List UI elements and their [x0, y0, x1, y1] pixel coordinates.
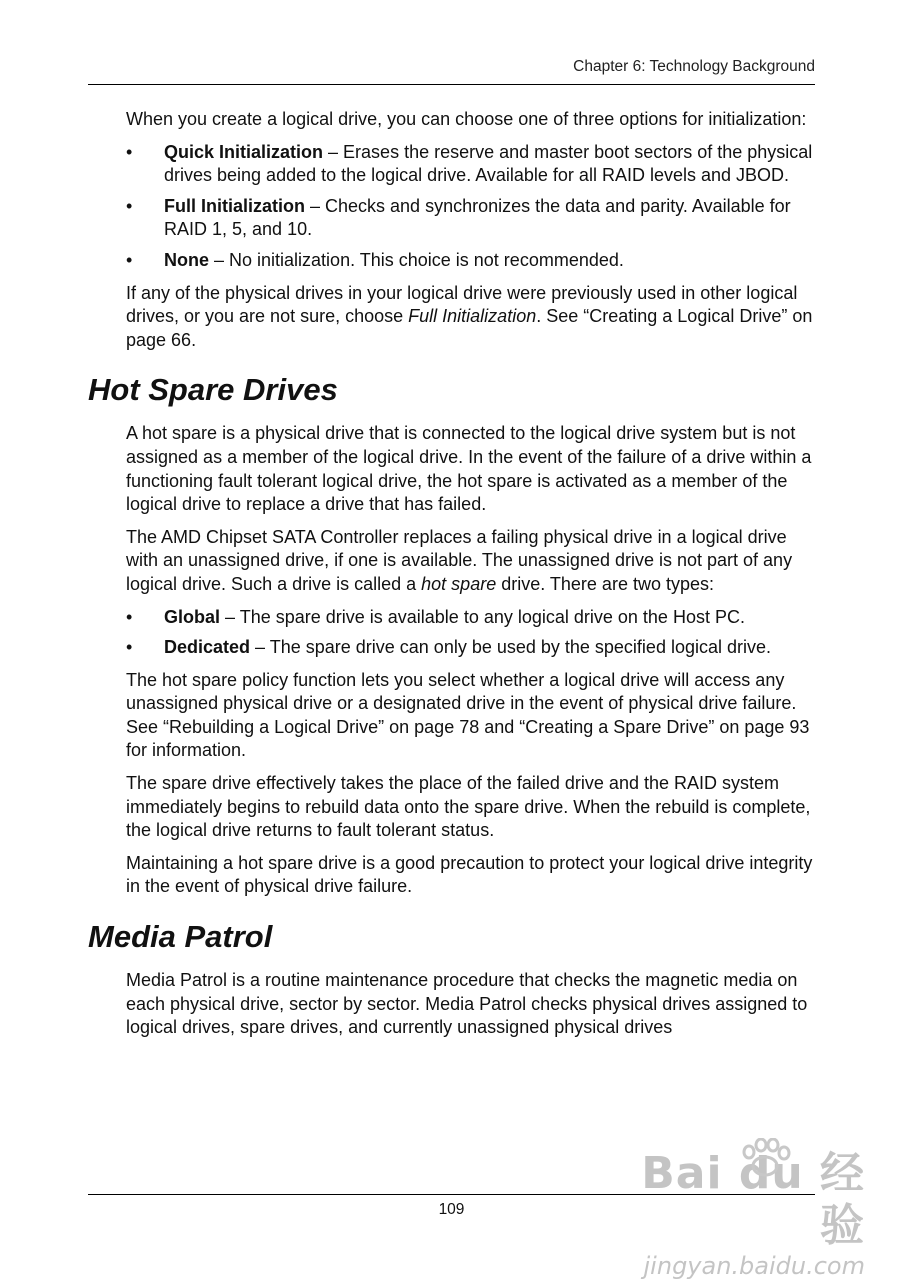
- hot-spare-paragraph: Maintaining a hot spare drive is a good precaution to protect your logical drive integrity in the event of physical drive failure.: [126, 852, 813, 897]
- header-rule: [88, 84, 815, 85]
- hot-spare-paragraph: The spare drive effectively takes the place of the failed drive and the RAID system immediately begins to rebuild data onto the spare drive. When the rebuild is complete, the logical drive returns to fault tolerant status.: [126, 773, 811, 841]
- paw-logo-icon: [735, 1138, 795, 1178]
- running-header: Chapter 6: Technology Background: [573, 58, 815, 75]
- list-item: • Global – The spare drive is available to any logical drive on the Host PC.: [126, 606, 745, 627]
- media-patrol-paragraph: Media Patrol is a routine maintenance procedure that checks the magnetic media on each physical drive, sector by sector. Media Patrol checks physical drives assigned to logical drives, spare drives, and currently unassigned physical drives: [126, 970, 808, 1038]
- hot-spare-paragraph: A hot spare is a physical drive that is connected to the logical drive system but is not assigned as a member of the logical drive. In the event of the failure of a drive within a functioning fault tolerant logical drive, the hot spare is activated as a member of the logical drive to replace a drive that has failed.: [126, 423, 812, 515]
- section-heading-media-patrol: Media Patrol: [88, 919, 273, 955]
- page-body: [88, 108, 816, 1049]
- list-item: • Dedicated – The spare drive can only be used by the specified logical drive.: [126, 637, 772, 658]
- baidu-watermark: [625, 1148, 865, 1280]
- watermark-url: jingyan.baidu.com: [643, 1252, 865, 1280]
- list-item: • Full Initialization – Checks and synchronizes the data and parity. Available for RAID 1, 5, and 10.: [126, 195, 791, 240]
- intro-recommendation-paragraph: If any of the physical drives in your logical drive were previously used in other logical drives, or you are not sure, choose Full Initialization. See “Creating a Logical Drive” on page 66.: [126, 282, 813, 350]
- intro-paragraph: When you create a logical drive, you can choose one of three options for initialization:: [126, 109, 807, 129]
- hot-spare-types-list: [126, 606, 816, 660]
- initialization-options-list: [126, 141, 816, 273]
- watermark-logo-text: Bai du 经验: [641, 1148, 865, 1251]
- list-item: • None – No initialization. This choice is not recommended.: [126, 249, 624, 270]
- page-number: 109: [438, 1201, 465, 1218]
- hot-spare-paragraph: The hot spare policy function lets you select whether a logical drive will access any unassigned physical drive or a designated drive in the event of physical drive failure. See “Rebuilding a Logical Drive” on page 78 and “Creating a Spare Drive” on page 93 for information.: [126, 669, 810, 761]
- list-item: • Quick Initialization – Erases the reserve and master boot sectors of the physical drives being added to the logical drive. Available for all RAID levels and JBOD.: [126, 141, 813, 186]
- section-heading-hot-spare: Hot Spare Drives: [88, 372, 338, 408]
- hot-spare-paragraph: The AMD Chipset SATA Controller replaces a failing physical drive in a logical drive with an unassigned drive, if one is available. The unassigned drive is not part of any logical drive. Such a drive is called a hot spare drive. There are two types:: [126, 526, 793, 594]
